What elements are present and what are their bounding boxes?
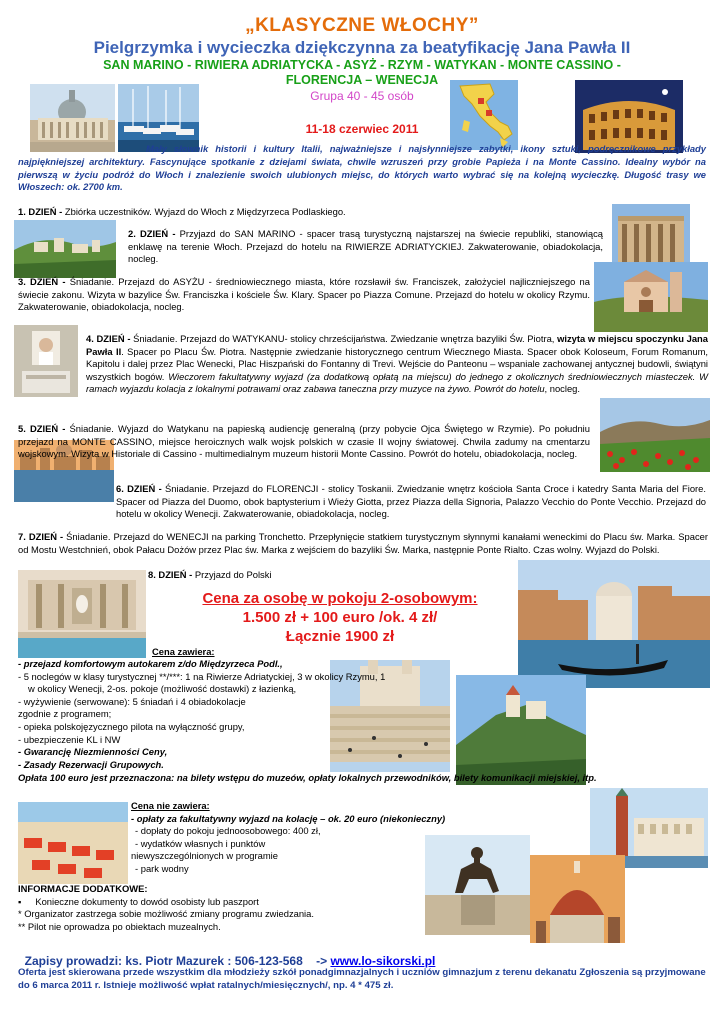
includes-list (18, 658, 388, 771)
day-8 (148, 569, 548, 582)
includes-heading: Cena zawiera: (152, 646, 215, 657)
contact-text: Zapisy prowadzi: ks. Piotr Mazurek : 506-123-568 -> (24, 954, 331, 968)
group-size: Grupa 40 - 45 osób (310, 89, 414, 103)
hilltop-castle-photo (456, 675, 586, 785)
info-program-change: * Organizator zastrzega sobie możliwość zmiany programu zwiedzania. (18, 908, 314, 920)
day-8-label: 8. DZIEŃ - (148, 569, 193, 580)
day-8-text: Przyjazd do Polski (192, 569, 272, 580)
day-4-text-c: , nocleg. (544, 383, 580, 395)
excludes-item-expenses: - wydatków własnych i punktów (135, 837, 266, 849)
day-7-text: Śniadanie. Przejazd do WENECJI na parking Tronchetto. Przepłynięcie statkiem turystycznym słynnymi kanałami weneckimi do Placu św. Marka. Spacer od Mostu Westchnień, obok Pałacu Dożów przez Plac św. Marka z wejściem do bazyliki Św. Marka, następnie Ponte Rialto. Czas wolny. Wyjazd do Polski. (18, 531, 708, 555)
san-marino-photo (14, 220, 116, 278)
includes-item-accommodation: - 5 noclegów w klasy turystycznej **/***: 1 na Riwierze Adriatyckiej, 3 w okolicy Rzymu, 1 w okolicy Wenecji, 2-os. pokoje (możliwość dostawki) z łazienką, (18, 670, 386, 695)
includes-item-insurance: - ubezpieczenie KL i NW (18, 733, 121, 745)
includes-item-rules: - Zasady Rezerwacji Grupowych. (18, 758, 164, 770)
excludes-item-single-room: - dopłaty do pokoju jednoosobowego: 400 zł, (135, 825, 321, 837)
price-line-1: Cena za osobę w pokoju 2-osobowym: (202, 590, 478, 607)
info-documents-text: Konieczne dokumenty to dowód osobisty lub paszport (35, 895, 259, 907)
day-7-label: 7. DZIEŃ - (18, 531, 64, 542)
info-documents (18, 896, 438, 909)
route-line-2: FLORENCJA – WENECJA (285, 73, 439, 87)
price-line-2: 1.500 zł + 100 euro /ok. 4 zł/ (242, 609, 438, 626)
excludes-item-waterpark: - park wodny (135, 862, 189, 874)
footer-note: Oferta jest skierowana przede wszystkim dla młodzieży szkół ponadgimnazjalnych i uczniów gimnazjum z terenu dekanatu Zgłoszenia są przyjmowane do 6 marca 2011 r. Istnieje możliwość wpłat ratalnych/miesięcznych/, np. 4 * 475 zł. (18, 967, 706, 991)
includes-item-guarantee: - Gwarancję Niezmienności Ceny, (18, 746, 168, 758)
includes-item-meals-cont: zgodnie z programem; (18, 708, 112, 720)
day-4-optional: Wieczorem fakultatywny wyjazd (za dodatkową opłatą na miejscu) do jednego z okolicznych średniowiecznych miasteczek. W ramach wyjazdu kolacja z lokalnymi potrawami oraz zabawa taneczna przy muzyce na żywo. Powrót do hotelu (86, 370, 708, 395)
day-4-text-a: Śniadanie. Przejazd do WATYKANU- stolicy chrześcijaństwa. Zwiedzanie wnętrza bazyliki Św. Piotra, (130, 333, 558, 344)
day-3-text: Śniadanie. Przejazd do ASYŻU - średniowiecznego miasta, które rozsławił św. Franciszek, założyciel najliczniejszego na świecie zakonu. Wizyta w bazylice Św. Franciszka i kościele Św. Klary. Spacer po Piazza Comune. Przejazd do hotelu w okolicy Rzymu. Zakwaterowanie, obiadokolacja, nocleg. (18, 276, 590, 313)
website-link[interactable]: www.lo-sikorski.pl (330, 954, 436, 968)
day-1 (18, 206, 578, 219)
day-7 (18, 531, 708, 556)
day-6-text: Śniadanie. Przejazd do FLORENCJI - stolicy Toskanii. Zwiedzanie wnętrz kościoła Santa Croce i katedry Santa Maria del Fiore. Spacer od Piazza del Duomo, obok baptysterium i Wieży Giotta, przez Piazza della Signoria, Palazzo Vecchio do Ponte Vecchio. Przejazd do hotelu w okolicy Wenecji. Zakwaterowanie, obiadokolacja, nocleg. (116, 483, 706, 520)
venice-gondola-photo (518, 560, 710, 688)
bullet-icon: ▪ (18, 895, 22, 907)
assisi-basilica-photo (594, 262, 708, 332)
includes-item-pilot: - opieka polskojęzycznego pilota na wyłączność grupy, (18, 720, 245, 732)
includes-item-transport: - przejazd komfortowym autokarem z/do Międzyrzeca Podl., (18, 658, 283, 669)
day-4-highlight: wizyta w miejscu spoczynku Jana Pawła II (86, 333, 708, 357)
day-2-text: Przyjazd do SAN MARINO - spacer trasą turystyczną najstarszej na świecie republiki, stanowiącą enklawę na terenie Włoch. Przejazd do hotelu na RIWIERZE ADRIATYCKIEJ. Zakwaterowanie, obiadokolacja, nocleg. (128, 228, 603, 265)
day-2-label: 2. DZIEŃ - (128, 228, 176, 239)
excludes-item-expenses-cont: niewyszczególnionych w programie (131, 850, 278, 862)
day-3-label: 3. DZIEŃ - (18, 276, 66, 287)
excludes-list (131, 800, 581, 876)
day-5 (18, 423, 590, 461)
beach-chairs-photo (18, 802, 128, 884)
day-1-label: 1. DZIEŃ - (18, 206, 63, 217)
day-2 (128, 228, 603, 266)
info-section (18, 883, 438, 933)
price-line-3: Łącznie 1900 zł (285, 628, 395, 645)
includes-item-meals: - wyżywienie (serwowane): 5 śniadań i 4 obiadokolacje (18, 695, 246, 707)
day-1-text: Zbiórka uczestników. Wyjazd do Włoch z Międzyrzeca Podlaskiego. (62, 206, 346, 217)
day-3 (18, 276, 590, 314)
trip-dates: 11-18 czerwiec 2011 (305, 122, 419, 136)
poppy-field-photo (600, 398, 710, 472)
intro-paragraph: Mały słownik historii i kultury Italii, najważniejsze i najsłynniejsze zabytki, ikony sztuki, podręcznikowe przykłady najpiękniejszej architektury. Fascynujące spotkanie z dziejami świata, chwile wzruszeń przy grobie Papieża i na Monte Cassino. Idealny wybór na pierwszą w życiu podróż do Włoch i znalezienie swoich ulubionych miejsc, do których warto wybrać się na kolejną wycieczkę. Długość trasy we Włoszech: ok. 2700 km. (18, 143, 706, 193)
contact-line (18, 940, 435, 968)
day-4-label: 4. DZIEŃ - (86, 333, 131, 344)
fee-note: Opłata 100 euro jest przeznaczona: na bilety wstępu do muzeów, opłaty lokalnych przewodników, bilety komunikacji miejskiej, itp. (18, 772, 597, 783)
page-subtitle: Pielgrzymka i wycieczka dziękczynna za beatyfikację Jana Pawła II (93, 38, 631, 57)
day-5-label: 5. DZIEŃ - (18, 423, 66, 434)
italy-map-photo (450, 80, 518, 150)
day-5-text: Śniadanie. Wyjazd do Watykanu na papieską audiencję generalną (przy pobycie Ojca Świętego w Rzymie). Po południu przejazd na MONTE CASSINO, miejsce heroicznych walk wojsk polskich w czasie II wojny światowej. Chwila zadumy na cmentarzu wojskowym. Wizyta w Historiale di Cassino - multimedialnym muzeum historii Monte Cassino. Powrót do hotelu, obiadokolacja, nocleg. (18, 423, 590, 460)
info-pilot: ** Pilot nie oprowadza po obiektach muzealnych. (18, 920, 221, 932)
pope-portrait-photo (14, 325, 78, 397)
st-peters-basilica-photo (30, 84, 115, 152)
excludes-item-optional: - opłaty za fakultatywny wyjazd na kolację – ok. 20 euro (niekonieczny) (131, 812, 446, 824)
ruins-facade-photo (612, 204, 690, 269)
info-heading: INFORMACJE DODATKOWE: (18, 883, 148, 894)
day-6-label: 6. DZIEŃ - (116, 483, 162, 494)
day-4-text-b: . Spacer po Placu Św. Piotra. Następnie zwiedzanie historycznego centrum Wiecznego Miasta. Spacer obok Koloseum, Forum Romanum, Kapitolu i dalej przez Plac Wenecki, Plac Hiszpański do Fontanny di Trevi. Wejście do Panteonu – wspaniale zachowanej antycznej budowli, świątyni wszystkich bogów. (86, 345, 708, 382)
excludes-heading: Cena nie zawiera: (131, 800, 210, 811)
harbor-boats-photo (118, 84, 199, 152)
trevi-fountain-photo (18, 570, 146, 658)
day-6 (116, 483, 706, 521)
route-line-1: SAN MARINO - RIWIERA ADRIATYCKA - ASYŻ - RZYM - WATYKAN - MONTE CASSINO - (103, 58, 621, 72)
day-4 (86, 333, 708, 396)
page-title: „KLASYCZNE WŁOCHY” (245, 15, 479, 36)
